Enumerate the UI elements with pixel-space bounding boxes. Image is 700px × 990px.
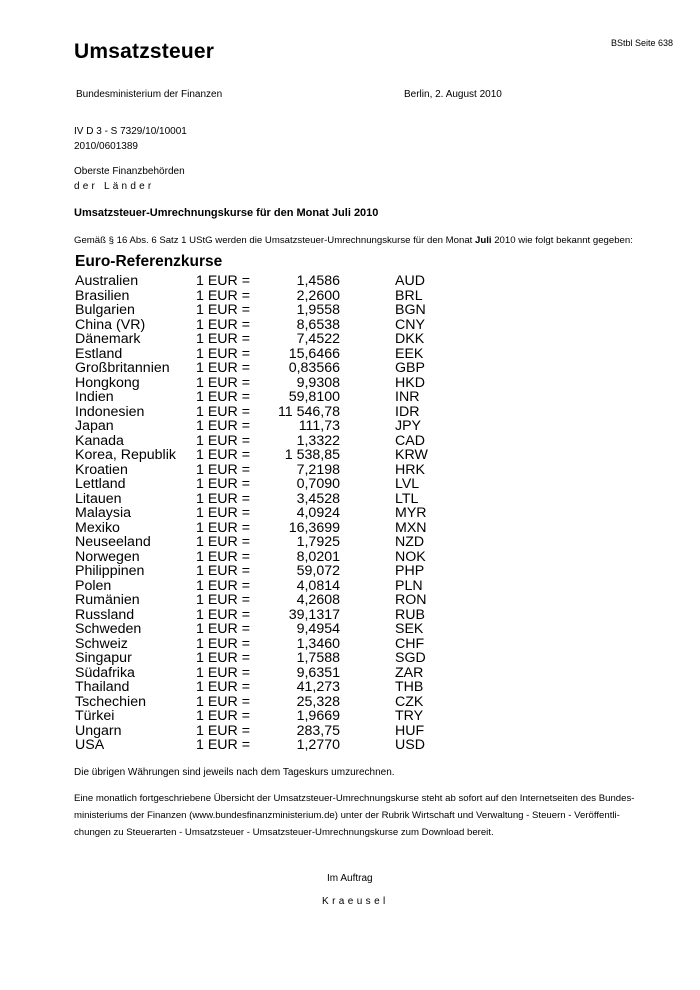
rate-eur-label: 1 EUR = (196, 650, 251, 666)
rate-eur-label: 1 EUR = (196, 737, 251, 753)
signature-name: Kraeusel (322, 896, 389, 907)
rate-country: Dänemark (75, 331, 141, 347)
rate-value: 9,9308 (296, 374, 340, 391)
rate-currency-code: SEK (395, 621, 424, 637)
rate-currency-code: NOK (395, 548, 426, 565)
rate-row (75, 361, 435, 376)
rate-row (75, 579, 435, 594)
rate-eur-label: 1 EUR = (196, 577, 251, 594)
rate-row (75, 680, 435, 695)
paragraph-line: ministeriums der Finanzen (www.bundesfinanzministerium.de) unter der Rubrik Wirtschaft und Verwaltung - Steuern - Veröffentli- (74, 810, 620, 821)
rate-value: 41,273 (296, 679, 340, 695)
rate-eur-label: 1 EUR = (196, 708, 251, 724)
rate-eur-label: 1 EUR = (196, 302, 251, 318)
rate-value: 1,7925 (296, 534, 340, 550)
intro-text-start: Gemäß § 16 Abs. 6 Satz 1 UStG werden die Umsatzsteuer-Umrechnungskurse für den Monat (74, 235, 475, 246)
rate-country: Kanada (75, 432, 124, 449)
rate-row (75, 550, 435, 565)
rate-value: 59,8100 (288, 389, 340, 405)
rate-eur-label: 1 EUR = (196, 490, 251, 507)
rate-eur-label: 1 EUR = (196, 505, 251, 521)
rate-country: Türkei (75, 708, 115, 724)
other-currencies-note: Die übrigen Währungen sind jeweils nach dem Tageskurs umzurechnen. (74, 767, 395, 778)
rate-country: Kroatien (75, 461, 128, 478)
rate-row (75, 289, 435, 304)
reference-number-1: IV D 3 - S 7329/10/10001 (74, 126, 187, 137)
rate-eur-label: 1 EUR = (196, 331, 251, 347)
rate-eur-label: 1 EUR = (196, 461, 251, 478)
rate-country: Thailand (75, 679, 130, 695)
rate-value: 2,2600 (296, 287, 340, 304)
rate-eur-label: 1 EUR = (196, 635, 251, 652)
rate-eur-label: 1 EUR = (196, 664, 251, 681)
rate-row (75, 637, 435, 652)
rate-country: Polen (75, 577, 112, 594)
rate-row (75, 477, 435, 492)
rate-row (75, 564, 435, 579)
rate-row (75, 347, 435, 362)
rate-currency-code: THB (395, 679, 424, 695)
closing-text: Im Auftrag (327, 873, 373, 884)
rate-value: 9,4954 (296, 621, 340, 637)
rate-country: Mexiko (75, 519, 120, 536)
rate-row (75, 303, 435, 318)
rate-eur-label: 1 EUR = (196, 316, 251, 333)
rate-country: Norwegen (75, 548, 140, 565)
rate-currency-code: CNY (395, 316, 425, 333)
rate-eur-label: 1 EUR = (196, 621, 251, 637)
rate-row (75, 593, 435, 608)
rate-value: 1,9669 (296, 708, 340, 724)
subject-heading: Umsatzsteuer-Umrechnungskurse für den Monat Juli 2010 (74, 207, 379, 219)
rate-eur-label: 1 EUR = (196, 360, 251, 376)
rate-row (75, 709, 435, 724)
rate-value: 8,0201 (296, 548, 340, 565)
rate-eur-label: 1 EUR = (196, 606, 251, 623)
rate-row (75, 434, 435, 449)
rate-currency-code: MXN (395, 519, 427, 536)
rate-row (75, 492, 435, 507)
rate-value: 4,2608 (296, 592, 340, 608)
rate-currency-code: HUF (395, 722, 425, 739)
intro-text (74, 235, 633, 246)
rate-value: 1,2770 (296, 737, 340, 753)
rate-currency-code: USD (395, 737, 425, 753)
rate-value: 4,0924 (296, 505, 340, 521)
sender: Bundesministerium der Finanzen (76, 89, 223, 100)
rate-value: 7,4522 (296, 331, 340, 347)
rate-eur-label: 1 EUR = (196, 403, 251, 420)
rate-currency-code: CHF (395, 635, 425, 652)
rate-value: 1,4586 (296, 273, 340, 289)
rate-row (75, 463, 435, 478)
download-paragraph (74, 790, 634, 841)
rate-currency-code: JPY (395, 418, 422, 434)
rate-eur-label: 1 EUR = (196, 592, 251, 608)
rate-row (75, 608, 435, 623)
rate-country: Schweden (75, 621, 142, 637)
rate-value: 1,9558 (296, 302, 340, 318)
rate-eur-label: 1 EUR = (196, 447, 251, 463)
rate-country: Tschechien (75, 693, 146, 710)
rate-row (75, 448, 435, 463)
rate-country: Estland (75, 345, 123, 362)
rate-currency-code: AUD (395, 273, 425, 289)
rate-eur-label: 1 EUR = (196, 519, 251, 536)
intro-text-end: 2010 wie folgt bekannt gegeben: (491, 235, 633, 246)
rate-value: 39,1317 (288, 606, 340, 623)
rate-country: Litauen (75, 490, 122, 507)
recipient-line-2: der Länder (74, 181, 155, 192)
rate-value: 0,83566 (288, 360, 340, 376)
rate-value: 7,2198 (296, 461, 340, 478)
rate-row (75, 521, 435, 536)
rate-row (75, 274, 435, 289)
rate-eur-label: 1 EUR = (196, 374, 251, 391)
rate-eur-label: 1 EUR = (196, 693, 251, 710)
rate-country: Indien (75, 389, 114, 405)
rate-country: Neuseeland (75, 534, 151, 550)
rate-currency-code: BRL (395, 287, 423, 304)
rate-country: Malaysia (75, 505, 131, 521)
rate-currency-code: RON (395, 592, 427, 608)
rate-currency-code: KRW (395, 447, 428, 463)
rate-country: Philippinen (75, 563, 145, 579)
rate-country: Korea, Republik (75, 447, 176, 463)
rate-row (75, 695, 435, 710)
rate-value: 16,3699 (288, 519, 340, 536)
rate-country: Japan (75, 418, 114, 434)
rate-value: 4,0814 (296, 577, 340, 594)
rate-value: 8,6538 (296, 316, 340, 333)
rate-row (75, 666, 435, 681)
rate-row (75, 405, 435, 420)
rate-eur-label: 1 EUR = (196, 432, 251, 449)
rate-country: Russland (75, 606, 135, 623)
rate-row (75, 651, 435, 666)
rate-value: 1,3460 (296, 635, 340, 652)
rate-country: Australien (75, 273, 139, 289)
rate-row (75, 738, 435, 753)
rate-country: Großbritannien (75, 360, 170, 376)
rate-currency-code: ZAR (395, 664, 424, 681)
rate-eur-label: 1 EUR = (196, 418, 251, 434)
rate-row (75, 622, 435, 637)
rate-currency-code: HRK (395, 461, 425, 478)
rate-currency-code: PHP (395, 563, 425, 579)
intro-month: Juli (475, 235, 492, 246)
rate-value: 3,4528 (296, 490, 340, 507)
rate-currency-code: INR (395, 389, 420, 405)
rate-value: 1 538,85 (284, 447, 340, 463)
rate-eur-label: 1 EUR = (196, 722, 251, 739)
paragraph-line: Eine monatlich fortgeschriebene Übersicht der Umsatzsteuer-Umrechnungskurse steht ab sofort auf den Internetseiten des Bundes- (74, 793, 635, 804)
rates-table (75, 274, 435, 753)
rate-row (75, 419, 435, 434)
rate-currency-code: GBP (395, 360, 425, 376)
rate-row (75, 332, 435, 347)
rate-country: Bulgarien (75, 302, 135, 318)
rate-value: 9,6351 (296, 664, 340, 681)
reference-number-2: 2010/0601389 (74, 141, 138, 152)
rate-currency-code: CAD (395, 432, 425, 449)
rate-currency-code: RUB (395, 606, 425, 623)
rate-value: 0,7090 (296, 476, 340, 492)
rate-value: 1,3322 (296, 432, 340, 449)
rate-currency-code: TRY (395, 708, 424, 724)
letter-date: Berlin, 2. August 2010 (404, 89, 502, 100)
rate-currency-code: DKK (395, 331, 425, 347)
rate-currency-code: NZD (395, 534, 425, 550)
rate-currency-code: SGD (395, 650, 426, 666)
rate-row (75, 535, 435, 550)
rate-country: Singapur (75, 650, 132, 666)
rate-currency-code: BGN (395, 302, 426, 318)
rate-eur-label: 1 EUR = (196, 345, 251, 362)
paragraph-line: chungen zu Steuerarten - Umsatzsteuer - Umsatzsteuer-Umrechnungskurse zum Download bereit. (74, 827, 494, 838)
recipient-line-1: Oberste Finanzbehörden (74, 166, 185, 177)
rate-eur-label: 1 EUR = (196, 563, 251, 579)
rate-country: Schweiz (75, 635, 128, 652)
rate-row (75, 724, 435, 739)
rate-value: 59,072 (296, 563, 340, 579)
page-reference: BStbl Seite 638 (611, 38, 674, 48)
rate-currency-code: IDR (395, 403, 420, 420)
rate-eur-label: 1 EUR = (196, 679, 251, 695)
rate-row (75, 390, 435, 405)
rate-country: Rumänien (75, 592, 140, 608)
rate-country: Südafrika (75, 664, 135, 681)
rate-eur-label: 1 EUR = (196, 476, 251, 492)
rate-country: USA (75, 737, 105, 753)
rate-value: 111,73 (298, 418, 340, 434)
rate-country: Brasilien (75, 287, 130, 304)
rate-country: China (VR) (75, 316, 146, 333)
rate-eur-label: 1 EUR = (196, 389, 251, 405)
rate-currency-code: LVL (395, 476, 420, 492)
rate-currency-code: PLN (395, 577, 423, 594)
rate-row (75, 318, 435, 333)
rate-row (75, 376, 435, 391)
rate-country: Hongkong (75, 374, 140, 391)
rate-currency-code: EEK (395, 345, 424, 362)
page-title: Umsatzsteuer (74, 40, 215, 63)
rate-country: Lettland (75, 476, 126, 492)
rate-row (75, 506, 435, 521)
rate-value: 25,328 (296, 693, 340, 710)
rate-eur-label: 1 EUR = (196, 534, 251, 550)
rate-country: Indonesien (75, 403, 145, 420)
rate-eur-label: 1 EUR = (196, 548, 251, 565)
rate-value: 283,75 (296, 722, 340, 739)
rate-currency-code: CZK (395, 693, 424, 710)
rate-currency-code: HKD (395, 374, 425, 391)
rates-table-title: Euro-Referenzkurse (75, 253, 223, 270)
rate-currency-code: MYR (395, 505, 427, 521)
rate-value: 1,7588 (296, 650, 340, 666)
rate-currency-code: LTL (395, 490, 419, 507)
rate-eur-label: 1 EUR = (196, 273, 251, 289)
rate-eur-label: 1 EUR = (196, 287, 251, 304)
rate-country: Ungarn (75, 722, 122, 739)
rate-value: 15,6466 (288, 345, 340, 362)
rate-value: 11 546,78 (277, 403, 340, 420)
